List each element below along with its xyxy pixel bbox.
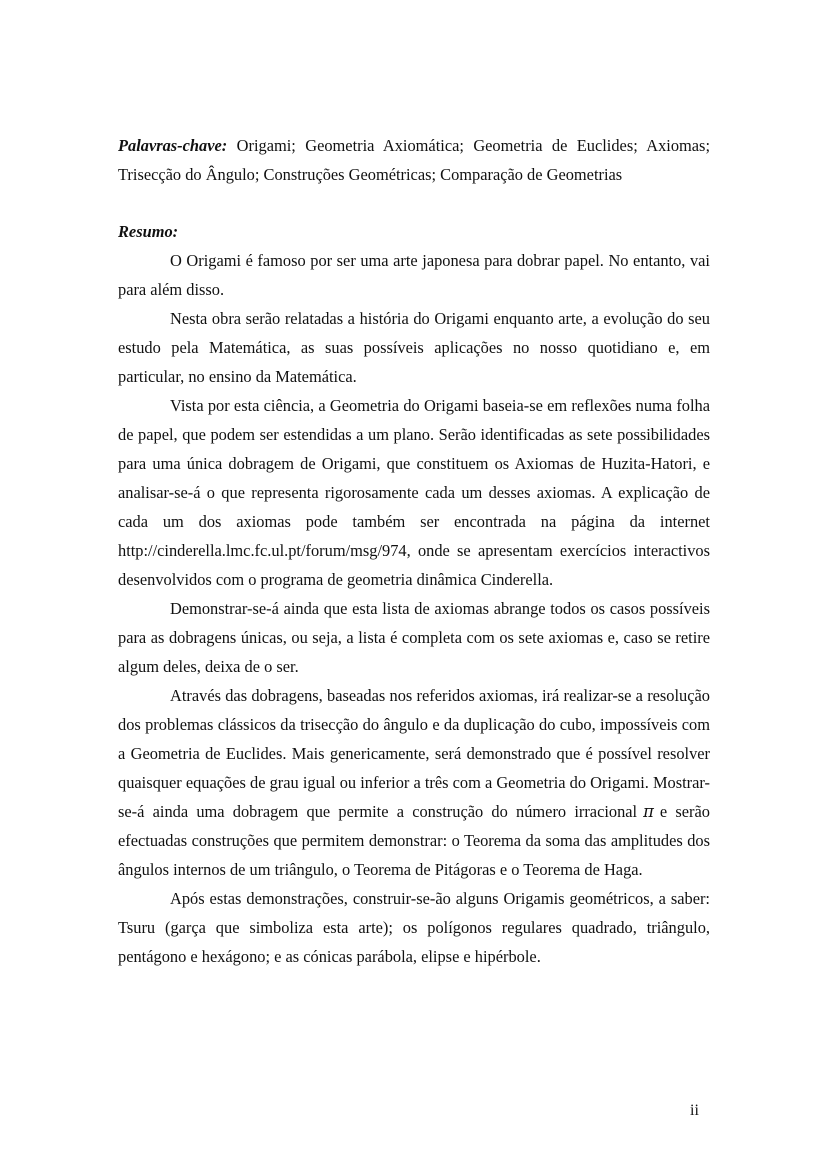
pi-symbol: π	[643, 802, 654, 821]
abstract-paragraph-4: Demonstrar-se-á ainda que esta lista de axiomas abrange todos os casos possíveis para as dobragens únicas, ou seja, a lista é completa com os sete axiomas e, caso se retire algum deles, deixa de o ser.	[118, 599, 710, 676]
page-number: ii	[690, 1102, 699, 1119]
abstract-paragraph-5	[118, 681, 710, 884]
keywords-text: Origami; Geometria Axiomática; Geometria de Euclides; Axiomas; Trisecção do Ângulo; Construções Geométricas; Comparação de Geometrias	[118, 136, 710, 184]
abstract-heading: Resumo:	[118, 222, 179, 241]
abstract-paragraph-2: Nesta obra serão relatadas a história do Origami enquanto arte, a evolução do seu estudo pela Matemática, as suas possíveis aplicações no nosso quotidiano e, em particular, no ensino da Matemática.	[118, 309, 710, 386]
abstract-paragraph-1: O Origami é famoso por ser uma arte japonesa para dobrar papel. No entanto, vai para além disso.	[118, 251, 710, 299]
keywords-paragraph	[118, 131, 710, 189]
abstract-paragraph-5-part-2: e serão efectuadas construções que permitem demonstrar: o Teorema da soma das amplitudes dos ângulos internos de um triângulo, o Teorema de Pitágoras e o Teorema de Haga.	[118, 802, 710, 879]
abstract-paragraph-3: Vista por esta ciência, a Geometria do Origami baseia-se em reflexões numa folha de papel, que podem ser estendidas a um plano. Serão identificadas as sete possibilidades para uma única dobragem de Origami, que constituem os Axiomas de Huzita-Hatori, e analisar-se-á o que representa rigorosamente cada um desses axiomas. A explicação de cada um dos axiomas pode também ser encontrada na página da internet http://cinderella.lmc.fc.ul.pt/forum/msg/974, onde se apresentam exercícios interactivos desenvolvidos com o programa de geometria dinâmica Cinderella.	[118, 396, 710, 589]
abstract-paragraph-6: Após estas demonstrações, construir-se-ão alguns Origamis geométricos, a saber: Tsuru (garça que simboliza esta arte); os polígonos regulares quadrado, triângulo, pentágono e hexágono; e as cónicas parábola, elipse e hipérbole.	[118, 889, 710, 966]
abstract-paragraph-5-part-1: Através das dobragens, baseadas nos referidos axiomas, irá realizar-se a resolução dos problemas clássicos da trisecção do ângulo e da duplicação do cubo, impossíveis com a Geometria de Euclides. Mais genericamente, será demonstrado que é possível resolver quaisquer equações de grau igual ou inferior a três com a Geometria do Origami. Mostrar-se-á ainda uma dobragem que permite a construção do número irracional	[118, 686, 710, 821]
page-body	[118, 131, 710, 971]
keywords-label: Palavras-chave:	[118, 136, 228, 155]
